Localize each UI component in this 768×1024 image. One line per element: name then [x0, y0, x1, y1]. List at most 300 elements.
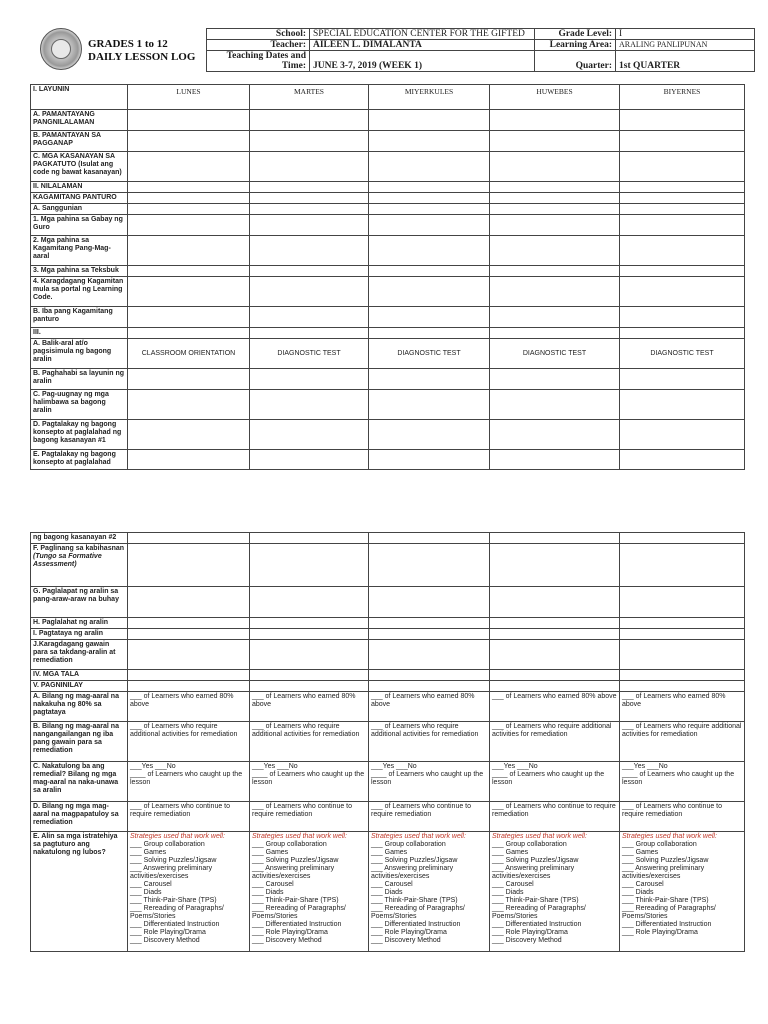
row-label-text: V. PAGNINILAY [33, 682, 83, 689]
day-cell[interactable] [620, 266, 745, 277]
strategy-item: ___ Role Playing/Drama [371, 929, 447, 936]
strategy-item: ___ Games [130, 849, 167, 856]
table-row [31, 420, 745, 450]
day-cell[interactable] [128, 339, 250, 369]
day-cell[interactable] [490, 670, 620, 681]
day-cell[interactable] [620, 215, 745, 236]
day-cell[interactable] [490, 369, 620, 390]
day-cell[interactable] [620, 640, 745, 670]
day-cell[interactable] [250, 236, 369, 266]
row-label [31, 131, 128, 152]
day-cell[interactable] [128, 692, 250, 722]
day-cell[interactable] [250, 544, 369, 587]
day-cell[interactable] [250, 152, 369, 182]
strategy-item: ___ Think-Pair-Share (TPS) [371, 897, 458, 904]
row-label-text: B. Paghahabi sa layunin ng aralin [33, 370, 125, 385]
day-cell[interactable] [250, 450, 369, 470]
strategy-item: ___ Think-Pair-Share (TPS) [252, 897, 339, 904]
day-cell[interactable] [250, 193, 369, 204]
table-row [31, 369, 745, 390]
day-cell[interactable] [128, 681, 250, 692]
strategy-item: ___ Solving Puzzles/Jigsaw [622, 857, 709, 864]
strategy-item: ___ Carousel [622, 881, 664, 888]
cell-text: ___ of Learners who require additional activities for remediation [371, 723, 479, 738]
cell-text: ___ of Learners who require additional activities for remediation [492, 723, 612, 738]
day-cell[interactable] [490, 692, 620, 722]
day-cell[interactable] [250, 369, 369, 390]
day-cell[interactable] [369, 587, 490, 618]
cell-text: ____ of Learners who caught up the lesson [492, 771, 605, 786]
row-label [31, 681, 128, 692]
table-row [31, 182, 745, 193]
day-cell[interactable] [490, 722, 620, 762]
row-label-text: E. Pagtalakay ng bagong konsepto at paglalahad [33, 451, 116, 466]
day-cell[interactable] [128, 328, 250, 339]
day-cell[interactable] [620, 802, 745, 832]
strategy-item: ___ Discovery Method [492, 937, 562, 944]
day-cell[interactable] [620, 420, 745, 450]
cell-text: ___ of Learners who earned 80% above [371, 693, 475, 708]
cell-text: ___Yes ___No [492, 763, 538, 770]
day-cell[interactable] [128, 640, 250, 670]
cell-text: ___ of Learners who continue to require remediation [622, 803, 723, 818]
day-cell[interactable] [250, 533, 369, 544]
day-cell[interactable] [369, 193, 490, 204]
day-cell[interactable] [490, 266, 620, 277]
day-cell[interactable] [369, 670, 490, 681]
table-row [31, 193, 745, 204]
day-cell[interactable] [490, 629, 620, 640]
day-cell[interactable] [490, 307, 620, 328]
row-label-text: E. Alin sa mga istratehiya sa pagtuturo ang nakatulong ng lubos? [33, 833, 118, 856]
day-cell[interactable] [369, 390, 490, 420]
strategy-item: ___ Group collaboration [371, 841, 446, 848]
strategy-item: ___ Solving Puzzles/Jigsaw [130, 857, 217, 864]
day-cell[interactable] [490, 681, 620, 692]
strategy-item: ___ Role Playing/Drama [492, 929, 568, 936]
strategy-item: ___ Carousel [371, 881, 413, 888]
row-label [31, 722, 128, 762]
day-cell[interactable] [369, 307, 490, 328]
day-cell[interactable] [369, 182, 490, 193]
day-cell[interactable] [620, 450, 745, 470]
strategies-title: Strategies used that work well: [492, 833, 587, 840]
row-label [31, 193, 128, 204]
day-cell[interactable] [128, 544, 250, 587]
table-row [31, 692, 745, 722]
day-cell[interactable] [369, 152, 490, 182]
row-label-text: IV. MGA TALA [33, 671, 80, 678]
day-cell[interactable] [128, 369, 250, 390]
day-cell[interactable] [369, 369, 490, 390]
lesson-grid-bottom [30, 532, 745, 952]
cell-text: ___Yes ___No [622, 763, 668, 770]
strategy-item: ___ Games [371, 849, 408, 856]
day-cell[interactable] [369, 236, 490, 266]
day-cell[interactable] [620, 307, 745, 328]
row-label-text: ng bagong kasanayan #2 [33, 534, 117, 541]
day-cell[interactable] [128, 110, 250, 131]
day-cell[interactable] [369, 131, 490, 152]
row-label-text: 3. Mga pahina sa Teksbuk [33, 267, 119, 274]
strategy-item: ___ Diads [252, 889, 284, 896]
table-row [31, 339, 745, 369]
day-cell[interactable] [250, 640, 369, 670]
day-cell[interactable] [620, 544, 745, 587]
day-cell[interactable] [620, 681, 745, 692]
day-cell[interactable] [250, 618, 369, 629]
cell-text: ____ of Learners who caught up the lesson [252, 771, 365, 786]
strategy-item: ___ Rereading of Paragraphs/ Poems/Stories [130, 905, 224, 920]
row-label-text: II. NILALAMAN [33, 183, 83, 190]
table-row [31, 110, 745, 131]
day-cell[interactable] [620, 692, 745, 722]
strategy-item: ___ Role Playing/Drama [130, 929, 206, 936]
day-header: MIYERKULES [369, 85, 490, 110]
day-cell[interactable] [490, 193, 620, 204]
row-label-text: H. Paglalahat ng aralin [33, 619, 109, 626]
day-cell[interactable] [250, 266, 369, 277]
day-cell[interactable] [128, 629, 250, 640]
strategy-item: ___ Role Playing/Drama [252, 929, 328, 936]
day-cell[interactable] [490, 450, 620, 470]
row-label-text: A. Sanggunian [33, 205, 82, 212]
doc-title: GRADES 1 to 12 DAILY LESSON LOG [88, 38, 196, 63]
day-cell[interactable] [250, 339, 369, 369]
day-cell[interactable] [250, 629, 369, 640]
info-table [206, 28, 755, 72]
strategy-item: ___ Answering preliminary activities/exercises [622, 865, 705, 880]
day-cell[interactable] [490, 182, 620, 193]
day-cell[interactable] [620, 722, 745, 762]
day-cell[interactable] [620, 131, 745, 152]
strategies-title: Strategies used that work well: [622, 833, 717, 840]
day-cell[interactable] [250, 802, 369, 832]
dates-label: Teaching Dates and Time: [207, 51, 310, 72]
school-value: SPECIAL EDUCATION CENTER FOR THE GIFTED [310, 29, 535, 40]
table-row [31, 307, 745, 328]
day-cell[interactable] [128, 182, 250, 193]
day-cell[interactable] [620, 110, 745, 131]
day-cell[interactable] [620, 670, 745, 681]
day-cell[interactable] [250, 420, 369, 450]
day-cell[interactable] [369, 450, 490, 470]
strategy-item: ___ Group collaboration [622, 841, 697, 848]
table-row [31, 670, 745, 681]
teacher-value: AILEEN L. DIMALANTA [310, 40, 535, 51]
day-cell[interactable] [490, 832, 620, 952]
day-cell[interactable] [620, 369, 745, 390]
row-label [31, 307, 128, 328]
day-cell[interactable] [128, 215, 250, 236]
table-row [31, 832, 745, 952]
row-label [31, 369, 128, 390]
row-label-text: C. Pag-uugnay ng mga halimbawa sa bagong aralin [33, 391, 109, 414]
table-row [31, 762, 745, 802]
day-cell[interactable] [250, 277, 369, 307]
day-cell[interactable] [490, 587, 620, 618]
day-cell[interactable] [369, 204, 490, 215]
day-cell[interactable] [620, 618, 745, 629]
day-cell[interactable] [490, 328, 620, 339]
cell-text: DIAGNOSTIC TEST [650, 349, 714, 357]
day-cell[interactable] [250, 182, 369, 193]
day-cell[interactable] [369, 832, 490, 952]
day-cell[interactable] [369, 420, 490, 450]
quarter-label: Quarter: [535, 51, 616, 72]
day-cell[interactable] [250, 692, 369, 722]
row-label [31, 266, 128, 277]
day-cell[interactable] [620, 193, 745, 204]
day-cell[interactable] [250, 670, 369, 681]
row-label-text: A. Balik-aral at/o pagsisimula ng bagong aralin [33, 340, 112, 363]
day-cell[interactable] [490, 544, 620, 587]
table-row [31, 450, 745, 470]
day-cell[interactable] [620, 204, 745, 215]
strategy-item: ___ Differentiated Instruction [130, 921, 220, 928]
day-cell[interactable] [369, 692, 490, 722]
day-cell[interactable] [128, 533, 250, 544]
day-cell[interactable] [128, 131, 250, 152]
strategy-item: ___ Answering preliminary activities/exercises [492, 865, 575, 880]
day-cell[interactable] [369, 533, 490, 544]
strategy-item: ___ Discovery Method [371, 937, 441, 944]
day-cell[interactable] [250, 762, 369, 802]
row-label [31, 450, 128, 470]
row-label-text: B. Iba pang Kagamitang panturo [33, 308, 113, 323]
table-row [31, 266, 745, 277]
day-cell[interactable] [128, 762, 250, 802]
day-cell[interactable] [128, 266, 250, 277]
day-cell[interactable] [490, 131, 620, 152]
cell-text: ____ of Learners who caught up the lesson [622, 771, 735, 786]
day-cell[interactable] [369, 339, 490, 369]
day-cell[interactable] [250, 681, 369, 692]
day-cell[interactable] [128, 277, 250, 307]
row-label [31, 802, 128, 832]
cell-text: ___Yes ___No [371, 763, 417, 770]
table-row [31, 802, 745, 832]
row-label [31, 85, 128, 110]
day-cell[interactable] [620, 762, 745, 802]
day-cell[interactable] [369, 544, 490, 587]
day-cell[interactable] [250, 307, 369, 328]
day-header: BIYERNES [620, 85, 745, 110]
day-cell[interactable] [620, 533, 745, 544]
row-label [31, 832, 128, 952]
strategy-item: ___ Rereading of Paragraphs/ Poems/Stories [252, 905, 346, 920]
school-label: School: [207, 29, 310, 40]
day-cell[interactable] [490, 420, 620, 450]
row-label-text: D. Bilang ng mga mag-aaral na magpapatuloy sa remediation [33, 803, 119, 826]
cell-text: DIAGNOSTIC TEST [397, 349, 461, 357]
row-label [31, 277, 128, 307]
row-label [31, 182, 128, 193]
day-cell[interactable] [620, 182, 745, 193]
table-row [31, 152, 745, 182]
day-cell[interactable] [250, 204, 369, 215]
strategy-item: ___ Differentiated Instruction [492, 921, 582, 928]
table-row [31, 587, 745, 618]
strategies-title: Strategies used that work well: [371, 833, 466, 840]
day-cell[interactable] [250, 587, 369, 618]
day-cell[interactable] [250, 110, 369, 131]
table-row [31, 204, 745, 215]
day-cell[interactable] [620, 328, 745, 339]
day-cell[interactable] [620, 832, 745, 952]
day-cell[interactable] [490, 110, 620, 131]
strategy-item: ___ Differentiated Instruction [371, 921, 461, 928]
day-header: MARTES [250, 85, 369, 110]
row-label-text: III. [33, 329, 41, 336]
day-cell[interactable] [128, 204, 250, 215]
strategy-item: ___ Carousel [492, 881, 534, 888]
table-row [31, 236, 745, 266]
day-header: HUWEBES [490, 85, 620, 110]
row-label-text: B. PAMANTAYAN SA PAGGANAP [33, 132, 101, 147]
day-cell[interactable] [128, 722, 250, 762]
row-label [31, 339, 128, 369]
strategy-item: ___ Answering preliminary activities/exercises [371, 865, 454, 880]
row-label [31, 670, 128, 681]
day-header: LUNES [128, 85, 250, 110]
deped-seal-icon [40, 28, 82, 70]
table-row [31, 544, 745, 587]
table-row [31, 681, 745, 692]
cell-text: DIAGNOSTIC TEST [522, 349, 587, 357]
row-label [31, 204, 128, 215]
day-cell[interactable] [369, 110, 490, 131]
day-cell[interactable] [369, 328, 490, 339]
day-cell[interactable] [369, 277, 490, 307]
strategy-item: ___ Games [252, 849, 289, 856]
cell-text: ___Yes ___No [130, 763, 176, 770]
strategy-item: ___ Rereading of Paragraphs/ Poems/Stories [492, 905, 586, 920]
day-cell[interactable] [620, 629, 745, 640]
day-cell[interactable] [620, 152, 745, 182]
day-cell[interactable] [369, 215, 490, 236]
cell-text: DIAGNOSTIC TEST [277, 349, 341, 357]
row-label-text: C. Nakatulong ba ang remedial? Bilang ng mga mag-aaral na naka-unawa sa aralin [33, 763, 119, 794]
table-row [31, 215, 745, 236]
day-cell[interactable] [250, 328, 369, 339]
day-cell[interactable] [490, 802, 620, 832]
strategy-item: ___ Think-Pair-Share (TPS) [492, 897, 579, 904]
row-label [31, 544, 128, 587]
strategy-item: ___ Rereading of Paragraphs/ Poems/Stories [622, 905, 716, 920]
strategy-item: ___ Solving Puzzles/Jigsaw [252, 857, 339, 864]
day-cell[interactable] [490, 390, 620, 420]
row-label-text: J.Karagdagang gawain para sa takdang-aralin at remediation [33, 641, 116, 664]
day-cell[interactable] [128, 307, 250, 328]
row-label-text: A. Bilang ng mag-aaral na nakakuha ng 80% sa pagtataya [33, 693, 119, 716]
row-label-text: KAGAMITANG PANTURO [33, 194, 117, 201]
day-cell[interactable] [369, 762, 490, 802]
cell-text: ___ of Learners who earned 80% above [492, 693, 617, 700]
day-cell[interactable] [620, 587, 745, 618]
day-cell[interactable] [128, 193, 250, 204]
day-cell[interactable] [369, 802, 490, 832]
day-cell[interactable] [250, 131, 369, 152]
strategy-item: ___ Answering preliminary activities/exercises [130, 865, 213, 880]
day-cell[interactable] [490, 339, 620, 369]
day-cell[interactable] [620, 339, 745, 369]
day-cell[interactable] [250, 390, 369, 420]
strategy-item: ___ Diads [130, 889, 162, 896]
day-cell[interactable] [128, 450, 250, 470]
day-cell[interactable] [369, 629, 490, 640]
day-cell[interactable] [128, 618, 250, 629]
day-cell[interactable] [128, 802, 250, 832]
day-cell[interactable] [128, 236, 250, 266]
day-cell[interactable] [128, 832, 250, 952]
table-row [31, 390, 745, 420]
cell-text: CLASSROOM ORIENTATION [141, 349, 236, 357]
day-cell[interactable] [490, 215, 620, 236]
day-cell[interactable] [490, 618, 620, 629]
strategy-item: ___ Diads [492, 889, 524, 896]
cell-text: ___ of Learners who earned 80% above [252, 693, 356, 708]
day-cell[interactable] [128, 670, 250, 681]
cell-text: ___ of Learners who continue to require remediation [252, 803, 353, 818]
day-cell[interactable] [250, 832, 369, 952]
day-cell[interactable] [369, 266, 490, 277]
day-cell[interactable] [128, 390, 250, 420]
day-cell[interactable] [250, 215, 369, 236]
day-cell[interactable] [490, 236, 620, 266]
day-cell[interactable] [250, 722, 369, 762]
day-cell[interactable] [369, 681, 490, 692]
learning-area-label: Learning Area: [535, 40, 616, 51]
row-label [31, 215, 128, 236]
day-cell[interactable] [490, 640, 620, 670]
day-cell[interactable] [490, 152, 620, 182]
day-cell[interactable] [369, 640, 490, 670]
day-cell[interactable] [620, 277, 745, 307]
cell-text: ___ of Learners who continue to require remediation [130, 803, 231, 818]
day-cell[interactable] [620, 390, 745, 420]
cell-text: ___ of Learners who require additional activities for remediation [622, 723, 742, 738]
table-row [31, 533, 745, 544]
strategy-item: ___ Group collaboration [492, 841, 567, 848]
strategy-item: ___ Group collaboration [130, 841, 205, 848]
day-cell[interactable] [369, 722, 490, 762]
teacher-label: Teacher: [207, 40, 310, 51]
day-cell[interactable] [369, 618, 490, 629]
strategies-title: Strategies used that work well: [252, 833, 347, 840]
day-cell[interactable] [490, 533, 620, 544]
table-row [31, 277, 745, 307]
day-cell[interactable] [490, 204, 620, 215]
day-cell[interactable] [128, 420, 250, 450]
strategy-item: ___ Group collaboration [252, 841, 327, 848]
day-cell[interactable] [128, 587, 250, 618]
strategy-item: ___ Answering preliminary activities/exercises [252, 865, 335, 880]
table-row [31, 328, 745, 339]
strategy-item: ___ Discovery Method [130, 937, 200, 944]
learning-area-value: ARALING PANLIPUNAN [616, 40, 755, 51]
day-cell[interactable] [620, 236, 745, 266]
row-label [31, 692, 128, 722]
row-label [31, 762, 128, 802]
cell-text: ____ of Learners who caught up the lesson [371, 771, 484, 786]
row-label-text: A. PAMANTAYANG PANGNILALAMAN [33, 111, 95, 126]
row-label [31, 328, 128, 339]
grade-level-label: Grade Level: [535, 29, 616, 40]
day-cell[interactable] [490, 762, 620, 802]
day-cell[interactable] [490, 277, 620, 307]
day-cell[interactable] [128, 152, 250, 182]
